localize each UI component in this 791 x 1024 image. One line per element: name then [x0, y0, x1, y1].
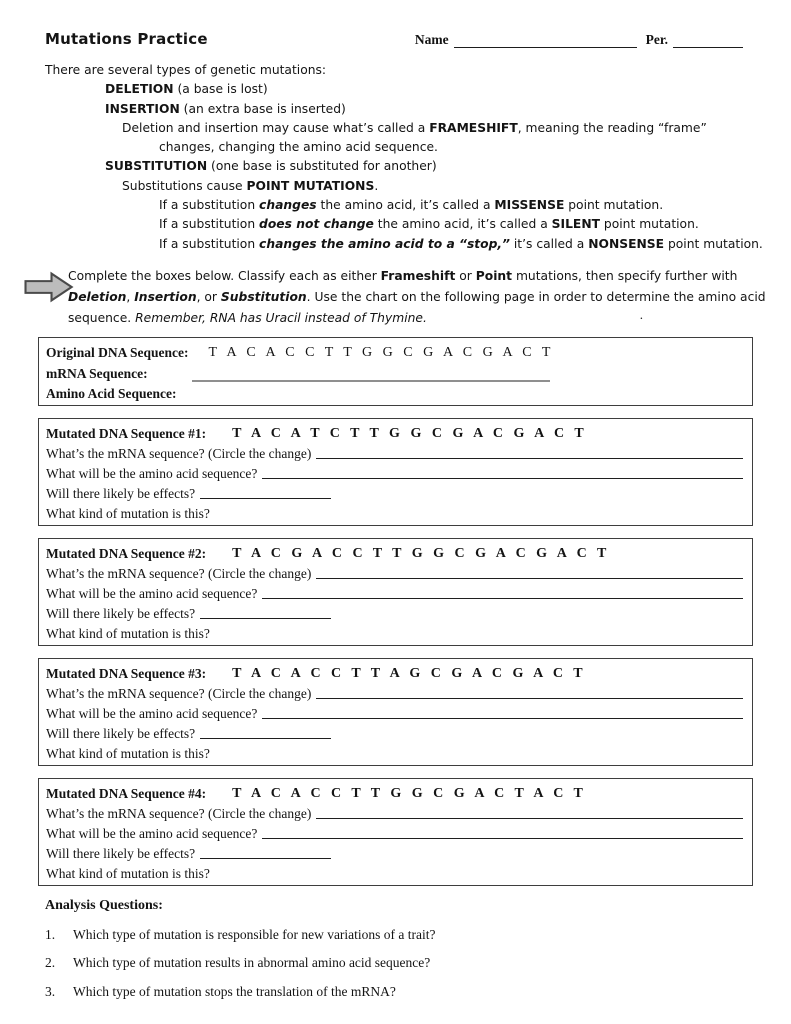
item-text: Which type of mutation results in abnormal amino acid sequence? [73, 955, 431, 971]
intro-line-deletion: DELETION (a base is lost) [105, 82, 268, 97]
intro-line-frameshift-2: changes, changing the amino acid sequence. [159, 140, 438, 155]
mutated-title: Mutated DNA Sequence #2: [46, 546, 207, 562]
item-number: 1. [45, 926, 56, 942]
intro-line-missense: If a substitution changes the amino acid, it’s called a MISSENSE point mutation. [159, 198, 664, 213]
kind-question-row [46, 742, 744, 762]
intro-line-nonsense: If a substitution changes the amino acid to a “stop,” it’s called a NONSENSE point mutation. [159, 236, 763, 251]
intro-line-silent: If a substitution does not change the amino acid, it’s called a SILENT point mutation. [159, 217, 699, 232]
kind-question: What kind of mutation is this? [46, 506, 210, 522]
kind-question-row [46, 622, 744, 642]
mrna-answer-blank [316, 698, 743, 699]
name-answer-blank [454, 33, 637, 48]
effects-question: Will there likely be effects? [46, 486, 196, 502]
kind-question-row [46, 502, 744, 522]
instruction-line-1: Complete the boxes below. Classify each as either Frameshift or Point mutations, then specify further with [68, 268, 738, 283]
intro-line-substitution: SUBSTITUTION (one base is substituted for another) [105, 159, 437, 174]
per-label: Per. [645, 32, 668, 47]
amino-answer-blank [262, 478, 743, 479]
name-per-row [415, 32, 743, 48]
amino-question: What will be the amino acid sequence? [46, 826, 258, 842]
mutated-dna-sequence: T A C A C C T T G G C G A C T A C T [232, 786, 587, 802]
effects-answer-blank [200, 858, 331, 859]
kind-question: What kind of mutation is this? [46, 746, 210, 762]
stray-period: . [639, 306, 643, 322]
amino-question: What will be the amino acid sequence? [46, 466, 258, 482]
per-answer-blank [673, 33, 743, 48]
effects-question: Will there likely be effects? [46, 726, 196, 742]
amino-answer-blank [262, 598, 743, 599]
mrna-question: What’s the mRNA sequence? (Circle the change) [46, 686, 312, 702]
original-dna-label: Original DNA Sequence: [46, 345, 189, 361]
mutated-title: Mutated DNA Sequence #1: [46, 426, 207, 442]
instruction-line-3: sequence. Remember, RNA has Uracil instead of Thymine. [68, 310, 427, 325]
amino-question: What will be the amino acid sequence? [46, 586, 258, 602]
mutated-title-row [46, 422, 744, 442]
mrna-question-row [46, 802, 744, 822]
amino-question-row [46, 582, 744, 602]
mrna-row [46, 361, 744, 382]
instruction-block [68, 266, 766, 329]
intro-line-frameshift: Deletion and insertion may cause what’s called a FRAMESHIFT, meaning the reading “frame” [122, 120, 707, 135]
original-dna-sequence: T A C A C C T T G G C G A C G A C T [208, 345, 554, 361]
analysis-item-3 [45, 984, 743, 1000]
mutated-title-row [46, 542, 744, 562]
amino-question-row [46, 462, 744, 482]
effects-question-row [46, 482, 744, 502]
effects-question-row [46, 722, 744, 742]
effects-question-row [46, 602, 744, 622]
intro-section [45, 61, 763, 254]
item-number: 3. [45, 983, 56, 999]
mrna-question-row [46, 682, 744, 702]
item-text: Which type of mutation is responsible for new variations of a trait? [73, 926, 436, 942]
effects-answer-blank [200, 618, 331, 619]
mutated-title-row [46, 662, 744, 682]
amino-acid-label: Amino Acid Sequence: [46, 386, 177, 402]
intro-line-insertion: INSERTION (an extra base is inserted) [105, 101, 346, 116]
mrna-answer-blank [192, 368, 550, 382]
kind-question-row [46, 862, 744, 882]
mrna-answer-blank [316, 458, 743, 459]
intro-line-point: Substitutions cause POINT MUTATIONS. [122, 178, 379, 193]
original-dna-box [38, 337, 753, 407]
kind-question: What kind of mutation is this? [46, 626, 210, 642]
item-text: Which type of mutation stops the translation of the mRNA? [73, 983, 396, 999]
page-title: Mutations Practice [45, 30, 208, 48]
mrna-question: What’s the mRNA sequence? (Circle the change) [46, 806, 312, 822]
intro-line-types: There are several types of genetic mutations: [45, 63, 327, 77]
mrna-question-row [46, 442, 744, 462]
effects-answer-blank [200, 738, 331, 739]
amino-answer-blank [262, 718, 743, 719]
amino-acid-row [46, 382, 744, 403]
effects-question: Will there likely be effects? [46, 606, 196, 622]
effects-question-row [46, 842, 744, 862]
mutated-dna-box-4 [38, 778, 753, 886]
mrna-question-row [46, 562, 744, 582]
amino-answer-blank [262, 838, 743, 839]
mutated-title: Mutated DNA Sequence #3: [46, 666, 207, 682]
item-number: 2. [45, 955, 56, 971]
mrna-question: What’s the mRNA sequence? (Circle the change) [46, 566, 312, 582]
mrna-answer-blank [316, 818, 743, 819]
mrna-question: What’s the mRNA sequence? (Circle the change) [46, 446, 312, 462]
mutated-title: Mutated DNA Sequence #4: [46, 786, 207, 802]
instruction-line-2: Deletion, Insertion, or Substitution. Use the chart on the following page in order to determine the amino acid [68, 289, 766, 304]
amino-question: What will be the amino acid sequence? [46, 706, 258, 722]
analysis-heading: Analysis Questions: [45, 898, 163, 914]
name-label: Name [414, 32, 449, 47]
mutated-dna-sequence: T A C A T C T T G G C G A C G A C T [232, 426, 588, 442]
mutated-title-row [46, 782, 744, 802]
mutated-dna-sequence: T A C A C C T T A G C G A C G A C T [232, 666, 587, 682]
mutated-dna-box-3 [38, 658, 753, 766]
mrna-label: mRNA Sequence: [46, 365, 148, 381]
mutated-dna-box-2 [38, 538, 753, 646]
original-dna-row [46, 341, 744, 362]
header-row [45, 30, 743, 48]
kind-question: What kind of mutation is this? [46, 866, 210, 882]
mutated-dna-sequence: T A C G A C C T T G G C G A C G A C T [232, 546, 610, 562]
mutated-dna-box-1 [38, 418, 753, 526]
amino-question-row [46, 702, 744, 722]
analysis-item-2 [45, 955, 743, 971]
analysis-item-1 [45, 927, 743, 943]
arrow-icon [23, 270, 75, 304]
amino-question-row [46, 822, 744, 842]
mrna-answer-blank [316, 578, 743, 579]
analysis-section [45, 898, 743, 1000]
effects-question: Will there likely be effects? [46, 846, 196, 862]
effects-answer-blank [200, 498, 331, 499]
